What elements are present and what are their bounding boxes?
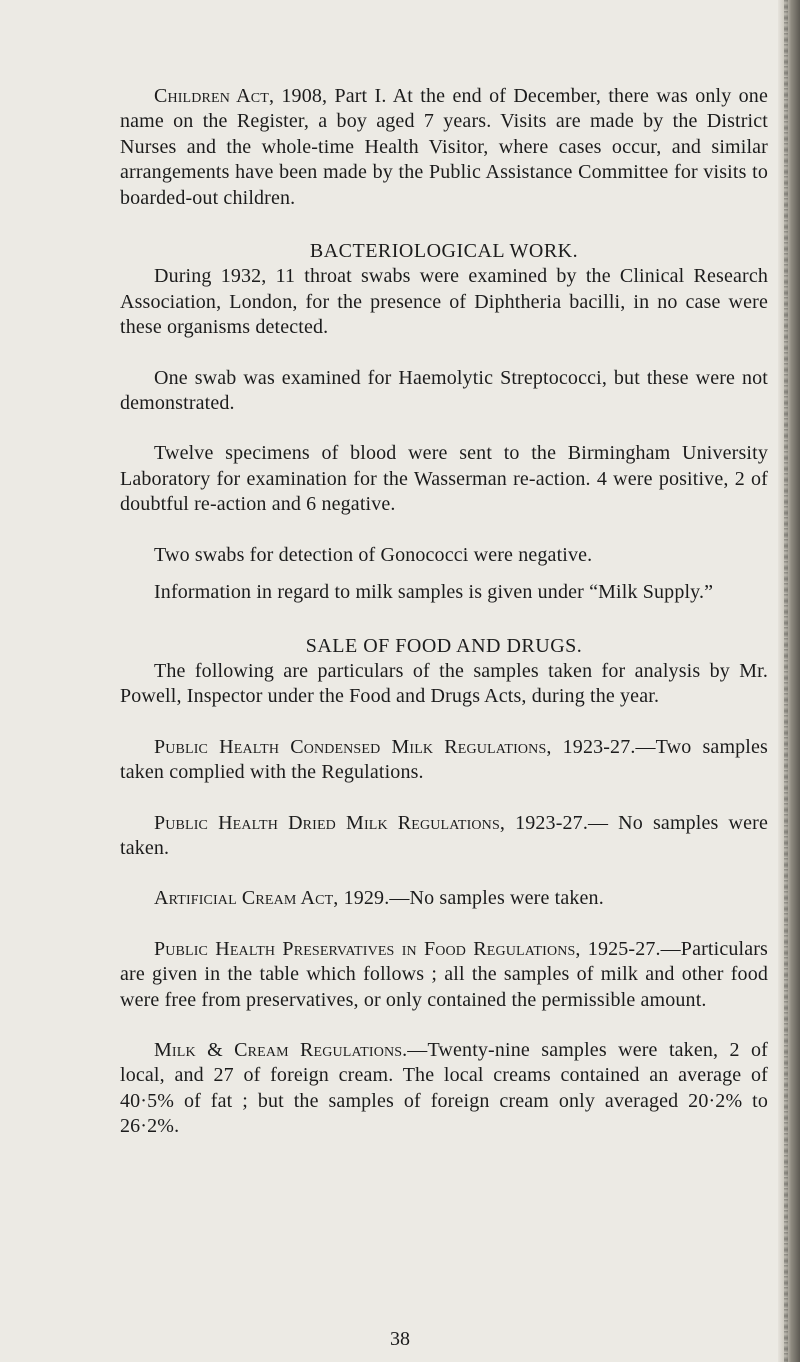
regulation-heading: Milk & Cream Regulations bbox=[154, 1038, 403, 1061]
regulation-text: , 1925-27.—Particulars are given in the table which follows ; all the samples of milk and other food were free from preservatives, or only contained the permissible amount. bbox=[120, 937, 768, 1011]
regulation-paragraph bbox=[120, 1038, 768, 1140]
food-drugs-title: SALE OF FOOD AND DRUGS. bbox=[305, 634, 583, 657]
bacteriological-paragraph: Twelve specimens of blood were sent to the Birmingham University Laboratory for examination for the Wasserman re-action. 4 were positive, 2 of doubtful re-action and 6 negative. bbox=[120, 442, 768, 516]
page-content bbox=[120, 84, 768, 1140]
regulation-paragraph bbox=[120, 886, 768, 911]
regulation-text: , 1923-27.— No samples were taken. bbox=[120, 811, 768, 859]
bacteriological-paragraph: During 1932, 11 throat swabs were examined by the Clinical Research Association, London, for the presence of Diphtheria bacilli, in no case were these organisms detected. bbox=[120, 265, 768, 339]
bacteriological-paragraph: Information in regard to milk samples is given under “Milk Supply.” bbox=[154, 581, 714, 604]
regulation-paragraph bbox=[120, 937, 768, 1013]
intro-paragraph bbox=[120, 84, 768, 211]
bacteriological-title: BACTERIOLOGICAL WORK. bbox=[309, 240, 579, 263]
bacteriological-paragraph: One swab was examined for Haemolytic Streptococci, but these were not demonstrated. bbox=[120, 366, 768, 415]
book-binding-edge bbox=[778, 0, 800, 1362]
regulation-heading: Public Health Condensed Milk Regulations bbox=[154, 735, 547, 758]
regulation-heading: Public Health Dried Milk Regulations bbox=[154, 811, 500, 834]
regulation-text: , 1923-27.—Two samples taken complied with the Regulations. bbox=[120, 735, 768, 784]
food-drugs-intro: The following are particulars of the samples taken for analysis by Mr. Powell, Inspector under the Food and Drugs Acts, during the year. bbox=[120, 659, 768, 708]
intro-heading: Children Act bbox=[154, 85, 269, 107]
regulation-text: .—Twenty-nine samples were taken, 2 of local, and 27 of foreign cream. The local creams contained an average of 40·5% of fat ; but the samples of foreign cream only averaged 20·2% to 26·2%. bbox=[120, 1038, 768, 1138]
regulation-paragraph bbox=[120, 735, 768, 786]
bacteriological-paragraph: Two swabs for detection of Gonococci were negative. bbox=[154, 543, 593, 566]
regulation-paragraph bbox=[120, 811, 768, 862]
intro-text: , 1908, Part I. At the end of December, there was only one name on the Register, a boy aged 7 years. Visits are made by the District Nurses and the whole-time Health Visitor, where cases occur, and similar arrangements have been made by the Public Assistance Committee for visits to boarded-out children. bbox=[120, 85, 768, 209]
page-number: 38 bbox=[390, 1328, 410, 1350]
regulation-text: , 1929.—No samples were taken. bbox=[333, 887, 604, 910]
regulation-heading: Public Health Preservatives in Food Regulations bbox=[154, 937, 576, 960]
regulation-heading: Artificial Cream Act bbox=[154, 887, 334, 910]
